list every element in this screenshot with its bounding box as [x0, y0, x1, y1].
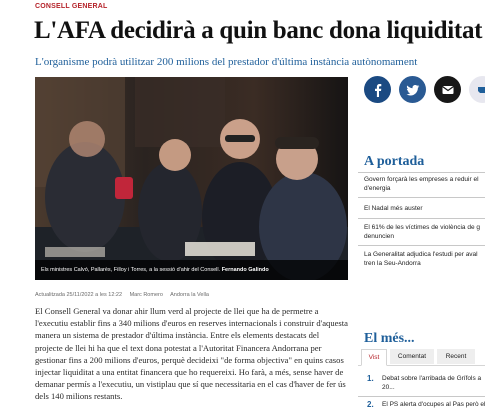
divider — [358, 172, 485, 173]
photo-illustration — [35, 77, 348, 280]
article-headline: L'AFA decidirà a quin banc dona liquiditat — [34, 16, 485, 46]
divider — [358, 218, 485, 219]
tab-vist[interactable]: Vist — [361, 349, 387, 366]
facebook-icon — [371, 83, 385, 97]
photo-caption — [35, 260, 348, 280]
a-portada-item-4[interactable]: La Generalitat adjudica l'estudi per aval tren la Seu-Andorra — [364, 250, 485, 268]
a-portada-item-1[interactable]: Govern forçarà les empreses a reduir el d'energia — [364, 175, 485, 193]
article-paragraph: El Consell General va donar ahir llum verd al projecte de llei que ha de permetre a l'executiu establir fins a 340 milions d'euros en reserves internacionals i construir d'aquesta manera un sistema de prestador d'última instància. Entre els elements destacats del projecte de llei hi ha que el text dona potestat a l'Autoritat Financera Andorrana per gestionar fins a 200 milions d'euros, perquè decideixi "de forma objectiva" en quins casos injectar liquiditat a una entitat financera que ho requereixi. Ho farà, a més, sense haver de demanar permís a l'executiu, un vistiplau que sí que necessitaria en el cas d'haver de fer ús dels 140 milions restants. — [35, 305, 348, 403]
mail-icon — [441, 83, 455, 97]
el-mes-tabs — [358, 349, 485, 366]
more-share-button[interactable] — [469, 76, 485, 103]
facebook-share-button[interactable] — [364, 76, 391, 103]
list-item[interactable]: Debat sobre l'arribada de Grífols a 20... — [382, 374, 485, 392]
email-share-button[interactable] — [434, 76, 461, 103]
list-number: 1. — [367, 374, 374, 383]
a-portada-heading: A portada — [364, 154, 424, 170]
article-photo[interactable] — [35, 77, 348, 280]
divider — [358, 197, 485, 198]
a-portada-item-2[interactable]: El Nadal més auster — [364, 204, 485, 213]
list-item[interactable]: El PS alerta d'ocupes al Pas però el — [382, 400, 485, 409]
section-label[interactable]: CONSELL GENERAL — [35, 3, 108, 10]
article-body — [35, 305, 348, 403]
a-portada-item-3[interactable]: El 61% de les víctimes de violència de g denuncien — [364, 223, 485, 241]
tab-comentat[interactable]: Comentat — [390, 349, 434, 364]
el-mes-heading: El més... — [364, 331, 415, 347]
article-subtitle: L'organisme podrà utilitzar 200 milions del prestador d'última instància autònomament — [35, 55, 475, 69]
tab-recent[interactable]: Recent — [437, 349, 475, 364]
more-icon — [476, 83, 485, 97]
article-location: Andorra la Vella — [170, 292, 209, 298]
photo-credit: Fernando Galindo — [222, 267, 269, 273]
divider — [358, 245, 485, 246]
twitter-share-button[interactable] — [399, 76, 426, 103]
list-number: 2. — [367, 400, 374, 409]
photo-caption-text: Els ministres Calvó, Pallarès, Filloy i Torres, a la sessió d'ahir del Consell. — [41, 267, 220, 273]
divider — [358, 396, 485, 397]
article-date: Actualitzada 25/11/2022 a les 12:22 — [35, 292, 122, 298]
article-author[interactable]: Marc Romero — [130, 292, 163, 298]
article-meta — [35, 292, 215, 298]
twitter-icon — [406, 83, 420, 97]
